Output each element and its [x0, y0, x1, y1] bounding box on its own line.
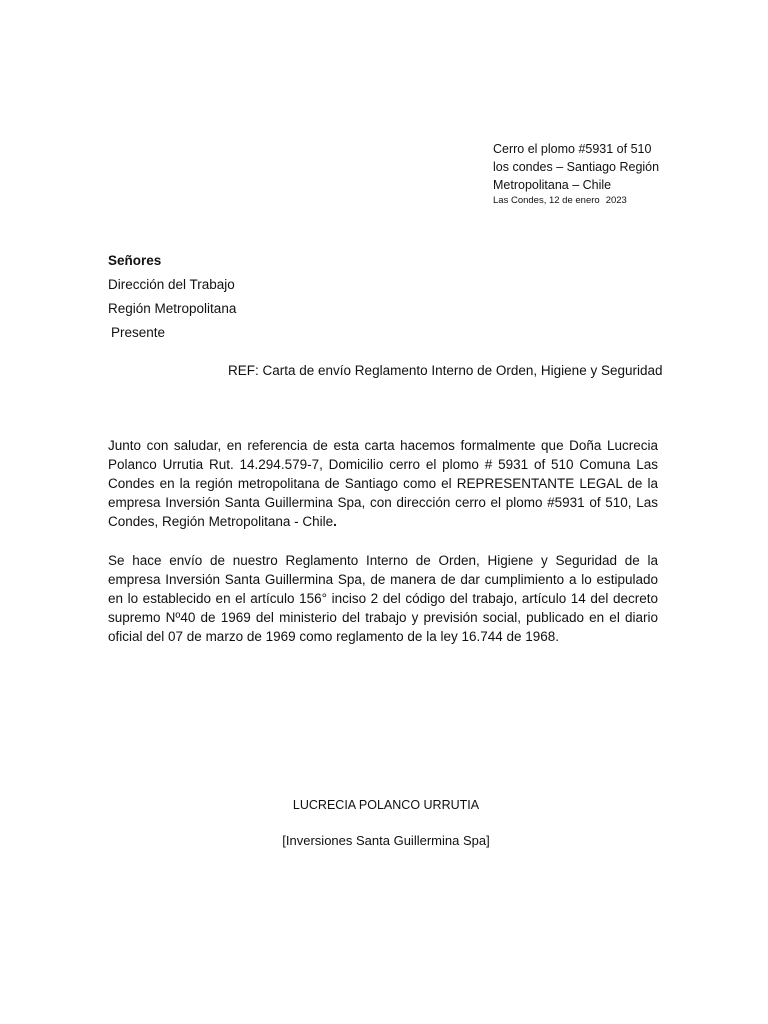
sender-address-line-2: los condes – Santiago Región	[493, 160, 660, 174]
sender-address-line-3: Metropolitana – Chile	[493, 178, 612, 192]
recipient-line-3: Presente	[111, 325, 166, 340]
body-paragraph-1-text: Junto con saludar, en referencia de esta carta hacemos formalmente que Doña Lucrecia Polanco Urrutia Rut. 14.294.579-7, Domicilio cerro el plomo # 5931 of 510 Comuna Las Condes en la región metropolitana de Santiago como el REPRESENTANTE LEGAL de la empresa Inversión Santa Guillermina Spa, con dirección cerro el plomo #5931 of 510, Las Condes, Región Metropolitana - Chile	[108, 438, 658, 529]
recipient-block	[108, 251, 236, 347]
signature-company: [Inversiones Santa Guillermina Spa]	[282, 833, 490, 848]
letter-date	[493, 194, 693, 208]
recipient-line-2: Región Metropolitana	[108, 301, 237, 316]
sender-address-line-1: Cerro el plomo #5931 of 510	[493, 142, 652, 156]
body-paragraph-2: Se hace envío de nuestro Reglamento Interno de Orden, Higiene y Seguridad de la empresa Inversión Santa Guillermina Spa, de manera de dar cumplimiento a lo estipulado en lo establecido en el artículo 156° inciso 2 del código del trabajo, artículo 14 del decreto supremo Nº40 de 1969 del ministerio del trabajo y previsión social, publicado en el diario oficial del 07 de marzo de 1969 como reglamento de la ley 16.744 de 1968.	[108, 553, 658, 644]
signature-name: LUCRECIA POLANCO URRUTIA	[292, 798, 480, 812]
body-paragraph-1-end: .	[333, 514, 337, 529]
recipient-line-1: Dirección del Trabajo	[108, 277, 235, 292]
reference-line: REF: Carta de envío Reglamento Interno de Orden, Higiene y Seguridad	[228, 363, 663, 378]
letter-date-place: Las Condes, 12 de enero	[493, 195, 600, 206]
recipient-salutation: Señores	[108, 253, 162, 268]
body-paragraph-1	[108, 436, 658, 531]
letter-date-year: 2023	[605, 195, 627, 206]
sender-address	[493, 140, 693, 208]
